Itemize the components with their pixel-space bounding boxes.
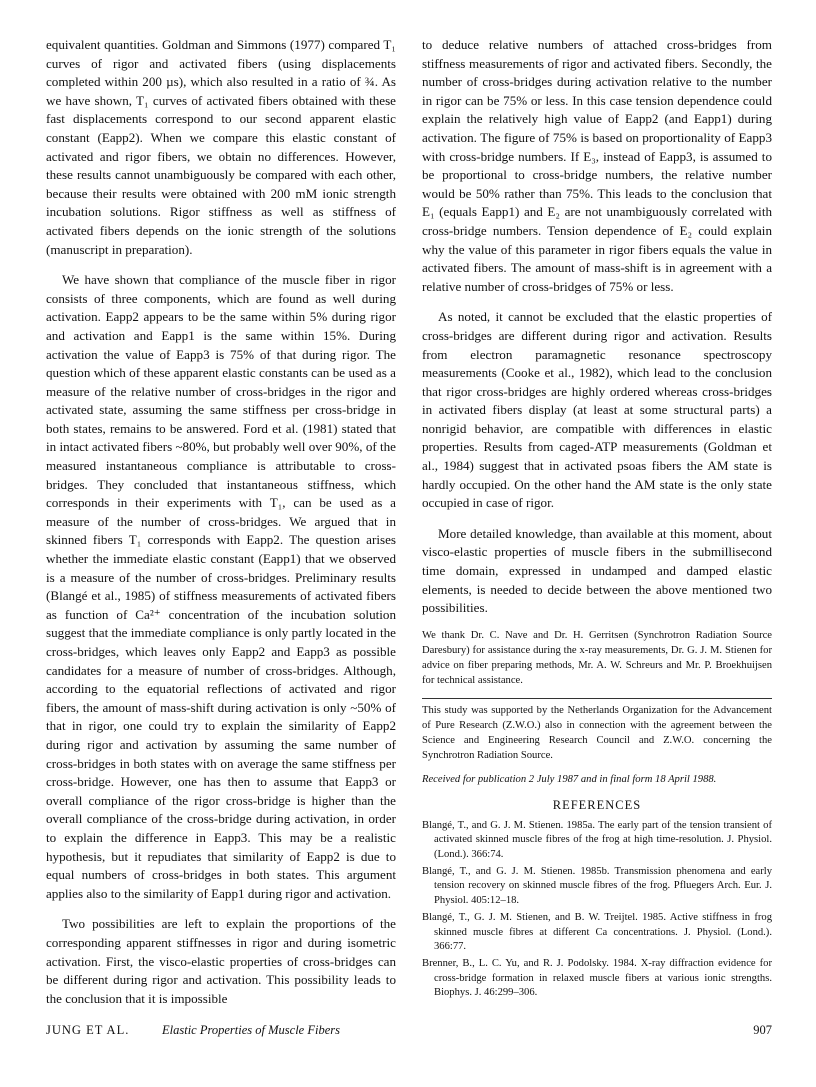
body-paragraph: More detailed knowledge, than available at this moment, about visco-elastic properties of muscle fibers in the submillisecond time domain, expressed in undamped and damped elastic elements, is needed to decide between the above mentioned two possibilities. [422, 525, 772, 616]
body-paragraph: As noted, it cannot be excluded that the elastic properties of cross-bridges are different during rigor and activation. Results from electron paramagnetic resonance spectroscopy measurements (Cooke et al., 1982), which lead to the conclusion that rigor cross-bridges are highly ordered whereas cross-bridges in activated fibers display (at least at some structural parts) a nonrigid behavior, are compatible with differences in elastic properties. Results from caged-ATP measurements (Goldman et al., 1984) suggest that in activated psoas fibers the AM state is hardly occupied. On the other hand the AM state is the only state occupied in case of rigor. [422, 309, 772, 511]
reference-item: Blangé, T., G. J. M. Stienen, and B. W. Treijtel. 1985. Active stiffness in frog skinned muscle fibres at different Ca concentrations. J. Physiol. (Lond.). 366:77. [422, 912, 772, 953]
body-paragraph: to deduce relative numbers of attached cross-bridges from stiffness measurements of rigor and activated fibers. Secondly, the number of cross-bridges during activation relative to the number in rigor can be 75% or less. In this case tension dependence could explain the relatively high value of Eapp2 (and Eapp1) during activation. The figure of 75% is based on proportionality of Eapp3 with cross-bridge numbers. If E₃, instead of Eapp3, is assumed to be proportional to cross-bridge numbers, the relative number would be 50% rather than 75%. This leads to the conclusion that E₁ (equals Eapp1) and E₂ are not unambiguously correlated with cross-bridge numbers. Tension dependence of E₂ could explain why the value of this parameter in rigor fibers equals the value in activated fibers. The amount of mass-shift is in agreement with a relative number of cross-bridges of 75% or less. [422, 37, 772, 294]
reference-item: Blangé, T., and G. J. M. Stienen. 1985b. Transmission phenomena and early tension recovery on skinned muscle fibres of the frog. Pfluegers Arch. Eur. J. Physiol. 405:12–18. [422, 866, 772, 906]
page-number: 907 [753, 1023, 772, 1037]
body-paragraph: Two possibilities are left to explain the proportions of the corresponding apparent stiffnesses in rigor and during isometric activation. First, the visco-elastic properties of cross-bridges can be different during rigor and activation. This possibility leads to the conclusion that it is impossible [46, 916, 396, 1006]
received-date: Received for publication 2 July 1987 and in final form 18 April 1988. [422, 773, 717, 785]
body-paragraph: equivalent quantities. Goldman and Simmons (1977) compared T₁ curves of rigor and activated fibers (using displacements completed within 200 µs), which also resulted in a ratio of ¾. As we have shown, T₁ curves of activated fibers obtained with these fast displacements correspond to our second apparent elastic constant (Eapp2). When we compare this elastic constant of activated and rigor fibers, we obtain no differences. However, these results cannot unambiguously be compared with each other, because their results were obtained with 200 mM ionic strength incubation solutions. Rigor stiffness as well as stiffness of activated fibers depends on the ionic strength of the solutions (manuscript in preparation). [46, 37, 396, 257]
acknowledgment: We thank Dr. C. Nave and Dr. H. Gerritsen (Synchrotron Radiation Source Daresbury) for assistance during the x-ray measurements, Dr. G. J. M. Stienen for advice on fiber preparing methods, Mr. A. W. Schreurs and Mr. P. Broekhuijsen for technical assistance. [422, 629, 772, 686]
page-footer [46, 1023, 772, 1043]
reference-item: Blangé, T., and G. J. M. Stienen. 1985a. The early part of the tension transient of activated skinned muscle fibres of the frog at high time-resolution. J. Physiol. (Lond.). 366:74. [422, 819, 772, 860]
left-column [46, 36, 396, 1008]
references-heading: REFERENCES [552, 797, 642, 812]
body-paragraph: We have shown that compliance of the muscle fiber in rigor consists of three components, which are found as well during activation. Eapp2 appears to be the same within 5% during rigor and activation and Eapp1 is the same within 15%. During activation the value of Eapp3 is 75% of that during rigor. The question which of these apparent elastic constants can be used as a measure of the relative number of cross-bridges in the rigor and activated state, assuming the same stiffness per cross-bridge in both states, remains to be answered. Ford et al. (1981) stated that in intact activated fibers ~80%, but probably well over 90%, of the measured instantaneous compliance is attributable to cross-bridges. They concluded that instantaneous stiffness, which corresponds in their experiments with T₁, can be used as a measure of the number of cross-bridges. We argued that in skinned fibers T₁ corresponds with Eapp2. The question arises whether the immediate elastic constant (Eapp1) that we observed is a measure of the number of cross-bridges. Preliminary results (Blangé et al., 1985) of stiffness measurements of activated fibers as function of Ca²⁺ concentration of the incubation solution suggest that the immediate compliance is only partly located in the cross-bridges, which leaves only Eapp2 and Eapp3 as possible candidates for a measure of number of cross-bridges. Although, according to the equatorial reflections of activated and rigor fibers, the amount of mass-shift during activation is only ~50% of that in rigor, one could try to explain the similarity of Eapp2 during rigor and activation by assuming the same number of cross-bridges in both states with on average the same stiffness per cross-bridge. However, one has then to assume that Eapp3 or overall compliance of the rigor cross-bridge is higher than the overall compliance of the cross-bridge during activation, in order to explain the difference in Eapp3. This may be a realistic hypothesis, but it repudiates that similarity of Eapp2 is due to equal numbers of cross-bridges in both states. This argument applies also to the similarity of Eapp1 during rigor and activation. [46, 272, 396, 901]
divider [422, 698, 772, 699]
footer-authors: JUNG ET AL. [46, 1023, 130, 1037]
funding-note: This study was supported by the Netherlands Organization for the Advancement of Pure Research (Z.W.O.) also in connection with the agreement between the Science and Engineering Research Council and Z.W.O. concerning the Synchrotron Radiation Source. [422, 704, 772, 761]
footer-running-title: Elastic Properties of Muscle Fibers [162, 1023, 340, 1037]
reference-item: Brenner, B., L. C. Yu, and R. J. Podolsky. 1984. X-ray diffraction evidence for cross-bridge formation in relaxed muscle fibers at various ionic strengths. Biophys. J. 46:299–306. [422, 958, 772, 999]
right-column [422, 36, 772, 1004]
